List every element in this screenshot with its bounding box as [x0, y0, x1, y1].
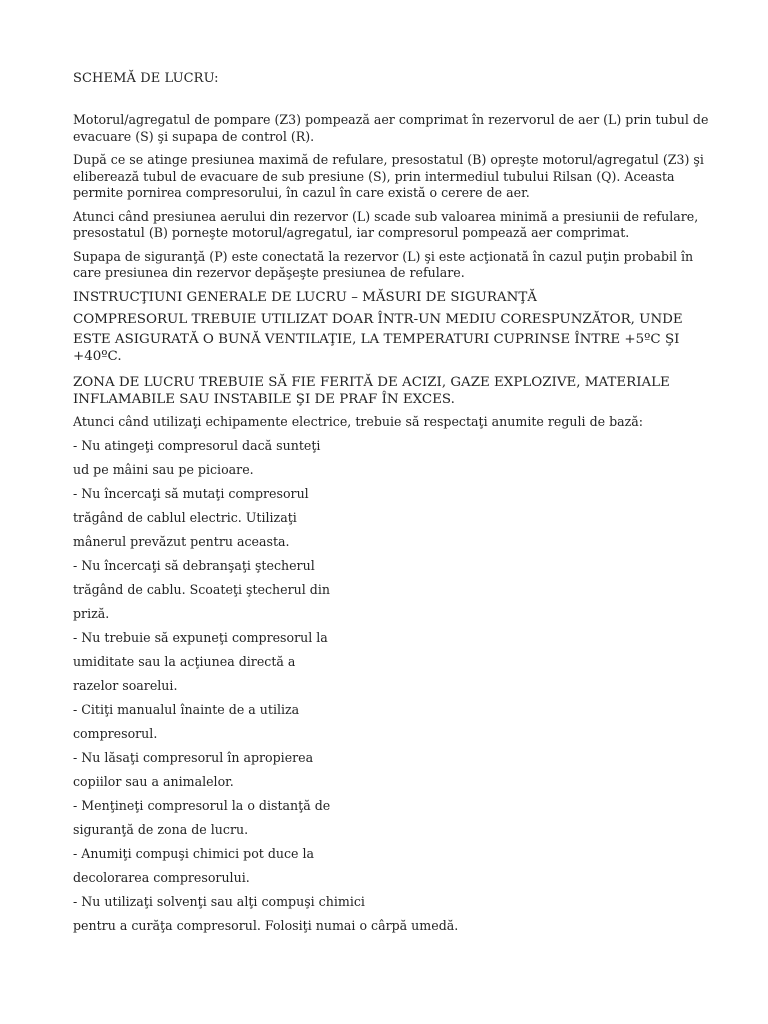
rule-line: compresorul.	[73, 725, 158, 741]
rule-line: pentru a curăţa compresorul. Folosiţi numai o cârpă umedă.	[73, 917, 459, 933]
paragraph-pumping: Motorul/agregatul de pompare (Z3) pompează aer comprimat în rezervorul de aer (L) prin tubul de evacuare (S) şi supapa de control (R).	[73, 112, 709, 144]
rule-line: - Nu încercaţi să mutaţi compresorul	[73, 485, 309, 501]
section-title: SCHEMĂ DE LUCRU:	[73, 71, 219, 86]
paragraph-max-pressure: După ce se atinge presiunea maximă de refulare, presostatul (B) opreşte motorul/agregatul (Z3) şi eliberează tubul de evacuare de sub presiune (S), prin intermediul tubului Rilsan (Q). Aceasta permite pornirea compresorului, în cazul în care există o cerere de aer.	[73, 152, 704, 200]
caps-paragraph-ventilation: ESTE ASIGURATĂ O BUNĂ VENTILAŢIE, LA TEMPERATURI CUPRINSE ÎNTRE +5ºC ŞI +40ºC.	[73, 331, 680, 364]
rule-line: priză.	[73, 605, 110, 621]
rule-line: mânerul prevăzut pentru aceasta.	[73, 533, 290, 549]
rule-line: ud pe mâini sau pe picioare.	[73, 461, 254, 477]
rule-line: copiilor sau a animalelor.	[73, 773, 234, 789]
rule-line: - Nu lăsaţi compresorul în apropierea	[73, 749, 314, 765]
document-page	[73, 60, 723, 942]
rule-line: umiditate sau la acţiunea directă a	[73, 653, 296, 669]
rule-line: - Nu încercaţi să debranşaţi ştecherul	[73, 557, 315, 573]
rule-line: trăgând de cablul electric. Utilizaţi	[73, 509, 297, 525]
rule-line: - Anumiţi compuşi chimici pot duce la	[73, 845, 315, 861]
rules-intro: Atunci când utilizaţi echipamente electrice, trebuie să respectaţi anumite reguli de bază:	[73, 413, 644, 429]
rules-list	[73, 438, 723, 942]
caps-paragraph-work-zone: ZONA DE LUCRU TREBUIE SĂ FIE FERITĂ DE ACIZI, GAZE EXPLOZIVE, MATERIALE INFLAMABILE SAU INSTABILE ŞI DE PRAF ÎN EXCES.	[73, 374, 670, 407]
rule-line: - Nu utilizaţi solvenţi sau alţi compuşi chimici	[73, 893, 365, 909]
rule-line: - Citiţi manualul înainte de a utiliza	[73, 701, 300, 717]
paragraph-min-pressure: Atunci când presiunea aerului din rezervor (L) scade sub valoarea minimă a presiunii de refulare, presostatul (B) porneşte motorul/agregatul, iar compresorul pompează aer comprimat.	[73, 208, 699, 240]
rule-line: - Menţineţi compresorul la o distanţă de	[73, 797, 331, 813]
rule-line: - Nu atingeţi compresorul dacă sunteţi	[73, 437, 321, 453]
safety-heading: INSTRUCŢIUNI GENERALE DE LUCRU – MĂSURI DE SIGURANŢĂ	[73, 289, 537, 305]
paragraph-safety-valve: Supapa de siguranţă (P) este conectată la rezervor (L) şi este acţionată în cazul puţin probabil în care presiunea din rezervor depăşeşte presiunea de refulare.	[73, 248, 694, 280]
rule-line: decolorarea compresorului.	[73, 869, 250, 885]
caps-paragraph-environment: COMPRESORUL TREBUIE UTILIZAT DOAR ÎNTR-UN MEDIU CORESPUNZĂTOR, UNDE	[73, 312, 683, 327]
rule-line: - Nu trebuie să expuneţi compresorul la	[73, 629, 328, 645]
rule-line: trăgând de cablu. Scoateţi ştecherul din	[73, 581, 330, 597]
rule-line: siguranţă de zona de lucru.	[73, 821, 249, 837]
rule-line: razelor soarelui.	[73, 677, 178, 693]
